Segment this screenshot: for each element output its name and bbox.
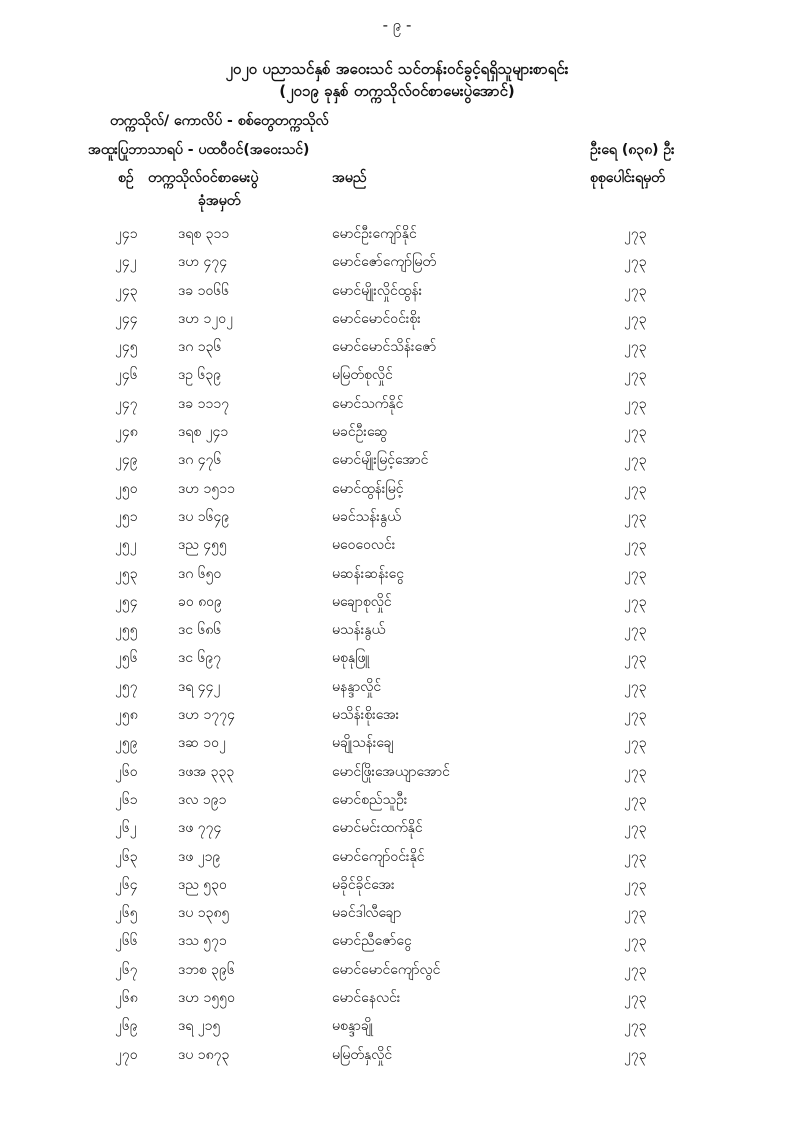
student-name: မောင်မျိုးမြင့်အောင် <box>332 452 429 469</box>
total-marks: ၂၇၃ <box>624 763 647 780</box>
registration-number: ဒဂ ၁၃၆ <box>178 339 222 356</box>
row-number: ၂၆၇ <box>115 961 138 978</box>
registration-number: ဒရ ၂၁၅ <box>178 1018 221 1035</box>
registration-number: ဒဟ ၁၇၇၄ <box>178 707 235 724</box>
student-name: မောင်ကျော်ဝင်းနိုင် <box>332 848 425 865</box>
student-name: မချိုသန်းချေ <box>332 735 394 752</box>
registration-number: ဒဖအ ၃၃၃ <box>178 763 235 780</box>
table-row <box>0 365 794 393</box>
registration-number: ဒည ၄၅၅ <box>178 537 227 554</box>
table-row <box>0 422 794 450</box>
student-name: မောင်နေလင်း <box>332 990 401 1007</box>
table-row <box>0 818 794 846</box>
row-number: ၂၆၅ <box>115 905 138 922</box>
registration-number: ဒသ ၅၇၁ <box>178 933 227 950</box>
row-number: ၂၆၂ <box>115 820 137 837</box>
table-row <box>0 790 794 818</box>
registration-number: ဒရစ ၃၁၁ <box>178 226 230 242</box>
total-marks: ၂၇၃ <box>624 735 647 752</box>
student-name: မစန္ဒာချို <box>332 1018 373 1035</box>
table-row <box>0 309 794 337</box>
table-row <box>0 1045 794 1073</box>
row-number: ၂၅၁ <box>115 508 138 525</box>
student-name: မောင်စည်သူဦး <box>332 791 408 808</box>
row-number: ၂၅၄ <box>115 593 138 610</box>
total-marks: ၂၇၃ <box>624 933 647 950</box>
student-name: မဆန်းဆန်းငွေ <box>332 565 405 582</box>
total-marks: ၂၇၃ <box>624 678 647 695</box>
total-marks: ၂၇၃ <box>624 508 647 525</box>
student-name: မခင်သန်းနွယ် <box>332 508 401 525</box>
column-header-name: အမည် <box>332 170 367 186</box>
registration-number: ဒရ ၄၄၂ <box>178 678 221 695</box>
student-name: မောင်ဖြိုးအေယျာအောင် <box>332 763 450 780</box>
total-marks: ၂၇၃ <box>624 537 647 554</box>
row-number: ၂၅၇ <box>115 678 138 695</box>
row-number: ၂၄၁ <box>115 226 138 242</box>
student-name: မမြတ်နှလှိုင် <box>332 1046 393 1063</box>
total-marks: ၂၇၃ <box>624 961 647 978</box>
subject-label: အထူးပြုဘာသာရပ် - ပထဝီဝင်(အဝေးသင်) <box>88 142 310 158</box>
row-number: ၂၆၈ <box>115 990 138 1007</box>
registration-number: ဒဘစ ၃၉၆ <box>178 961 235 978</box>
column-header-registration: တက္ကသိုလ်ဝင်စာမေးပွဲ <box>148 170 259 186</box>
registration-number: ဒပ ၁၃၈၅ <box>178 905 230 922</box>
row-number: ၂၅၀ <box>115 480 138 497</box>
registration-number: ဒလ ၁၉၁ <box>178 791 227 808</box>
university-label: တက္ကသိုလ်/ ကောလိပ် - စစ်တွေတက္ကသိုလ် <box>110 113 329 129</box>
row-number: ၂၆၉ <box>115 1018 138 1035</box>
student-name: မခိုင်ခိုင်အေး <box>332 876 395 893</box>
registration-number: ဒခ ၁၀၆၆ <box>178 282 230 299</box>
student-name: မောင်မင်းထက်နိုင် <box>332 820 423 837</box>
registration-number: ဒရစ ၂၄၁ <box>178 424 229 441</box>
table-row <box>0 224 794 252</box>
table-row <box>0 931 794 959</box>
total-marks: ၂၇၃ <box>624 367 647 384</box>
registration-number: ဒဂ ၄၇၆ <box>178 452 222 469</box>
registration-number: ဒခ ၁၁၁၇ <box>178 395 230 412</box>
table-row <box>0 960 794 988</box>
table-row <box>0 733 794 761</box>
total-marks: ၂၇၃ <box>624 395 647 412</box>
total-marks: ၂၇၃ <box>624 452 647 469</box>
column-header-no: စဉ် <box>118 170 134 186</box>
table-row <box>0 281 794 309</box>
registration-number: ဒဥ ၆၃၉ <box>178 367 222 384</box>
row-number: ၂၄၄ <box>115 310 138 327</box>
column-header-total-marks: စုစုပေါင်းရမှတ် <box>590 170 665 186</box>
student-name: မောင်မောင်ကျော်လွင် <box>332 961 441 978</box>
table-row <box>0 450 794 478</box>
total-marks: ၂၇၃ <box>624 1046 647 1063</box>
row-number: ၂၅၂ <box>115 537 137 554</box>
row-number: ၂၅၅ <box>115 622 138 639</box>
student-name: မောင်ထွန်းမြင့် <box>332 480 404 497</box>
row-number: ၂၅၈ <box>115 707 138 724</box>
table-row <box>0 620 794 648</box>
table-row <box>0 507 794 535</box>
table-row <box>0 677 794 705</box>
student-name: မောင်မောင်ဝင်းစိုး <box>332 310 421 327</box>
student-name: မောင်သက်နိုင် <box>332 395 404 412</box>
page-number: - ၉ - <box>382 16 412 34</box>
total-marks: ၂၇၃ <box>624 424 647 441</box>
table-row <box>0 252 794 280</box>
table-row <box>0 479 794 507</box>
total-marks: ၂၇၃ <box>624 565 647 582</box>
table-row <box>0 1016 794 1044</box>
total-marks: ၂၇၃ <box>624 593 647 610</box>
column-header-registration-line2: ခုံအမှတ် <box>198 193 241 209</box>
results-table <box>0 224 794 1073</box>
row-number: ၂၄၈ <box>115 424 138 441</box>
registration-number: ဒဟ ၁၅၁၁ <box>178 480 235 497</box>
table-row <box>0 648 794 676</box>
student-name: မမြတ်စုလှိုင် <box>332 367 393 384</box>
registration-number: ဒဟ ၁၂၀၂ <box>178 310 233 327</box>
table-row <box>0 535 794 563</box>
row-number: ၂၄၃ <box>115 282 138 299</box>
student-name: မောင်မောင်သိန်းဇော် <box>332 339 437 356</box>
student-name: မစုနုဖြူ <box>332 650 370 667</box>
registration-number: ဒဟ ၄၇၄ <box>178 254 228 271</box>
student-name: မနန္ဒာလှိုင် <box>332 678 382 695</box>
total-marks: ၂၇၃ <box>624 339 647 356</box>
student-name: မသိန်းစိုးအေး <box>332 707 400 724</box>
total-marks: ၂၇၃ <box>624 650 647 667</box>
total-marks: ၂၇၃ <box>624 282 647 299</box>
registration-number: ဒဖ ၇၇၄ <box>178 820 222 837</box>
total-marks: ၂၇၃ <box>624 622 647 639</box>
student-name: မချောစုလှိုင် <box>332 593 392 610</box>
registration-number: ဒပ ၁၆၄၉ <box>178 508 230 525</box>
total-marks: ၂၇၃ <box>624 707 647 724</box>
registration-number: ဒင ၆၉၇ <box>178 650 222 667</box>
student-name: မသန်းနွယ် <box>332 622 386 639</box>
row-number: ၂၄၉ <box>115 452 138 469</box>
registration-number: ဒဖ ၂၁၉ <box>178 848 221 865</box>
row-number: ၂၅၉ <box>115 735 138 752</box>
table-row <box>0 592 794 620</box>
total-marks: ၂၇၃ <box>624 905 647 922</box>
row-number: ၂၅၃ <box>115 565 138 582</box>
page-subtitle: (၂၀၁၉ ခုနှစ် တက္ကသိုလ်ဝင်စာမေးပွဲအောင်) <box>279 82 515 100</box>
table-row <box>0 847 794 875</box>
row-number: ၂၄၅ <box>115 339 138 356</box>
row-number: ၂၆၃ <box>115 848 138 865</box>
student-name: မောင်ညီဇော်ငွေ <box>332 933 412 950</box>
total-marks: ၂၇၃ <box>624 480 647 497</box>
student-name: မဝေဝေလင်း <box>332 537 396 554</box>
row-number: ၂၆၄ <box>115 876 138 893</box>
registration-number: ဒဟ ၁၅၅၀ <box>178 990 235 1007</box>
row-number: ၂၄၆ <box>115 367 138 384</box>
total-marks: ၂၇၃ <box>624 310 647 327</box>
total-marks: ၂၇၃ <box>624 820 647 837</box>
registration-number: ဒဆ ၁၀၂ <box>178 735 226 752</box>
page-title: ၂၀၂၀ ပညာသင်နှစ် အဝေးသင် သင်တန်းဝင်ခွင့်ရရှိသူများစာရင်း <box>225 60 569 78</box>
total-marks: ၂၇၃ <box>624 254 647 271</box>
table-row <box>0 903 794 931</box>
row-number: ၂၇၀ <box>115 1046 138 1063</box>
row-number: ၂၄၇ <box>115 395 138 412</box>
table-row <box>0 337 794 365</box>
row-number: ၂၆၆ <box>115 933 138 950</box>
student-name: မောင်ဦးကျော်နိုင် <box>332 226 417 242</box>
registration-number: ဒည ၅၃၀ <box>178 876 227 893</box>
row-number: ၂၆၀ <box>115 763 138 780</box>
row-number: ၂၅၆ <box>115 650 138 667</box>
total-marks: ၂၇၃ <box>624 791 647 808</box>
table-row <box>0 875 794 903</box>
row-number: ၂၄၂ <box>115 254 137 271</box>
total-marks: ၂၇၃ <box>624 226 647 242</box>
total-marks: ၂၇၃ <box>624 1018 647 1035</box>
registration-number: ဒဂ ၆၅၀ <box>178 565 222 582</box>
registration-number: ဒပ ၁၈၇၃ <box>178 1046 230 1063</box>
table-row <box>0 988 794 1016</box>
registration-number: ဒင ၆၈၆ <box>178 622 222 639</box>
student-name: မခင်ဒါလီချော <box>332 905 402 922</box>
total-marks: ၂၇၃ <box>624 876 647 893</box>
row-number: ၂၆၁ <box>115 791 138 808</box>
table-row <box>0 394 794 422</box>
student-name: မောင်မျိုးလှိုင်ထွန်း <box>332 282 423 299</box>
table-row <box>0 762 794 790</box>
total-marks: ၂၇၃ <box>624 848 647 865</box>
registration-number: ခဝ ၈၀၉ <box>178 593 222 610</box>
total-marks: ၂၇၃ <box>624 990 647 1007</box>
count-label: ဦးရေ (၈၃၈) ဦး <box>590 142 675 158</box>
table-row <box>0 705 794 733</box>
table-row <box>0 564 794 592</box>
student-name: မခင်ဦးဆွေ <box>332 424 388 441</box>
student-name: မောင်ဇော်ကျော်မြတ် <box>332 254 437 271</box>
